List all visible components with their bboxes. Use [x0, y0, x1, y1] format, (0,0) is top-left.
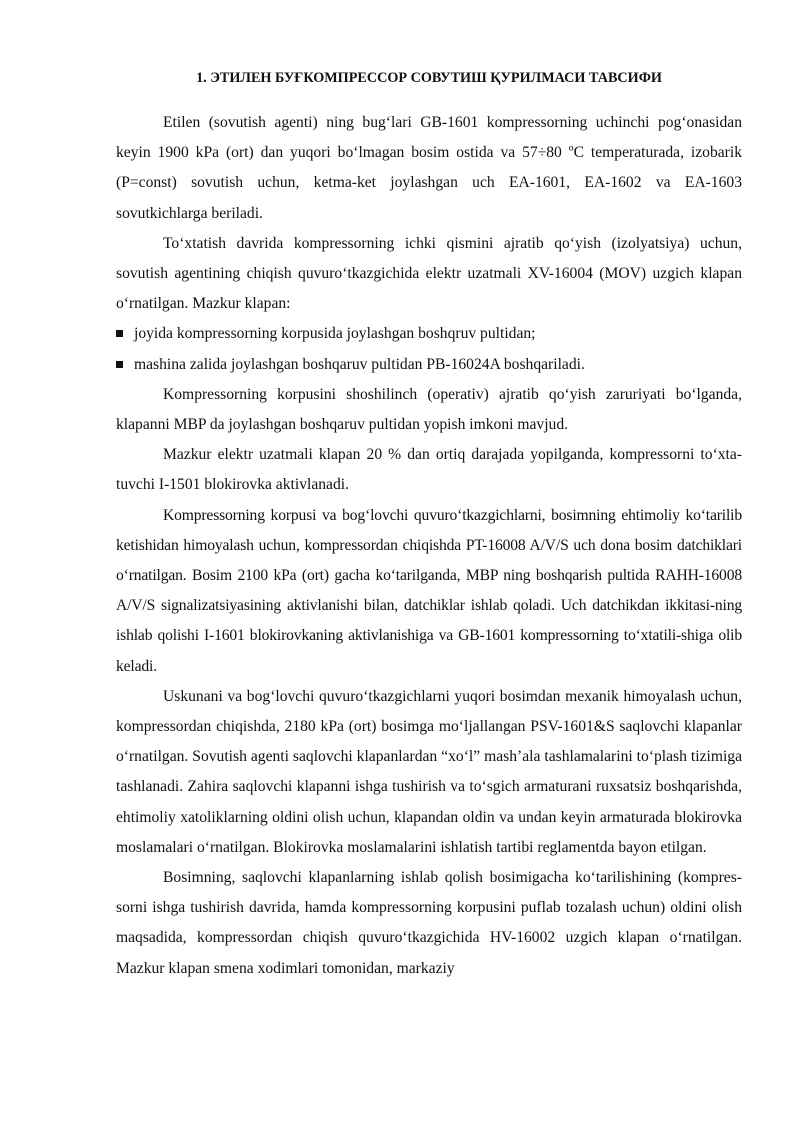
paragraph-shutoff-valve: Bosimning, saqlovchi klapanlarning ishlab qolish bosimigacha ko‘tarilishining (kompres-sorni ishga tushirish davrida, hamda kompressorning korpusini puflab tozalash uchun) oldini olish maqsadida, kompressordan chiqish quvuro‘tkazgichida HV-16002 uzgich klapan o‘rnatilgan. Mazkur klapan smena xodimlari tomonidan, markaziy [116, 869, 742, 977]
bullet-square-icon [116, 361, 123, 368]
paragraph-ethylene-cooling: Etilen (sovutish agenti) ning bug‘lari GB-1601 kompressorning uchinchi pog‘onasidan keyin 1900 kPa (ort) dan yuqori bo‘lmagan bosim ostida va 57÷80 ºC temperaturada, izobarik (P=const) sovutish uchun, ketma-ket joylashgan uch EA-1601, EA-1602 va EA-1603 sovutkichlarga beriladi. [116, 114, 742, 222]
document-body [116, 108, 742, 984]
paragraph-blocking-activation: Mazkur elektr uzatmali klapan 20 % dan ortiq darajada yopilganda, kompressorni to‘xta-tuvchi I-1501 blokirovka aktivlanadi. [116, 446, 742, 494]
list-item-text: joyida kompressorning korpusida joylashgan boshqruv pultidan; [134, 325, 536, 343]
paragraph-emergency-isolation: Kompressorning korpusini shoshilinch (operativ) ajratib qo‘yish zaruriyati bo‘lganda, klapanni MBP da joylashgan boshqaruv pultidan yopish imkoni mavjud. [116, 385, 742, 434]
paragraph-isolation-valve: To‘xtatish davrida kompressorning ichki qismini ajratib qo‘yish (izolyatsiya) uchun, sovutish agentining chiqish quvuro‘tkazgichida elektr uzatmali XV-16004 (MOV) uzgich klapan o‘rnatilgan. Mazkur klapan: [116, 234, 742, 313]
list-item-text: mashina zalida joylashgan boshqaruv pultidan PB-16024A boshqariladi. [134, 355, 585, 373]
section-heading: 1. ЭТИЛЕН БУҒКОМПРЕССОР СОВУТИШ ҚУРИЛМАСИ ТАВСИФИ [196, 70, 662, 86]
paragraph-safety-valves: Uskunani va bog‘lovchi quvuro‘tkazgichlarni yuqori bosimdan mexanik himoyalash uchun, kompressordan chiqishda, 2180 kPa (ort) bosimga mo‘ljallangan PSV-1601&S saqlovchi klapanlar o‘rnatilgan. Sovutish agenti saqlovchi klapanlardan “xo‘l” mash’ala tashlamalarini to‘plash tizimiga tashlanadi. Zahira saqlovchi klapanni ishga tushirish va to‘sgich armaturani ruxsatsiz boshqarishda, ehtimoliy xatoliklarning oldini olish uchun, klapandan oldin va undan keyin armaturada blokirovka moslamalari o‘rnatilgan. Blokirovka moslamalarini ishlatish tartibi reglamentda bayon etilgan. [116, 687, 742, 856]
list-item [116, 319, 742, 349]
paragraph-pressure-sensors: Kompressorning korpusi va bog‘lovchi quvuro‘tkazgichlarni, bosimning ehtimoliy ko‘tarilib ketishidan himoyalash uchun, kompressordan chiqishda PT-16008 A/V/S uch dona bosim datchiklari o‘rnatilgan. Bosim 2100 kPa (ort) gacha ko‘tarilganda, MBP ning boshqarish pultida RAHH-16008 A/V/S signalizatsiyasining aktivlanishi bilan, datchiklar ishlab qoladi. Uch datchikdan ikkitasi-ning ishlab qolishi I-1601 blokirovkaning aktivlanishiga va GB-1601 kompressorning to‘xtatili-shiga olib keladi. [116, 506, 742, 675]
list-item [116, 350, 742, 380]
bullet-square-icon [116, 330, 123, 337]
